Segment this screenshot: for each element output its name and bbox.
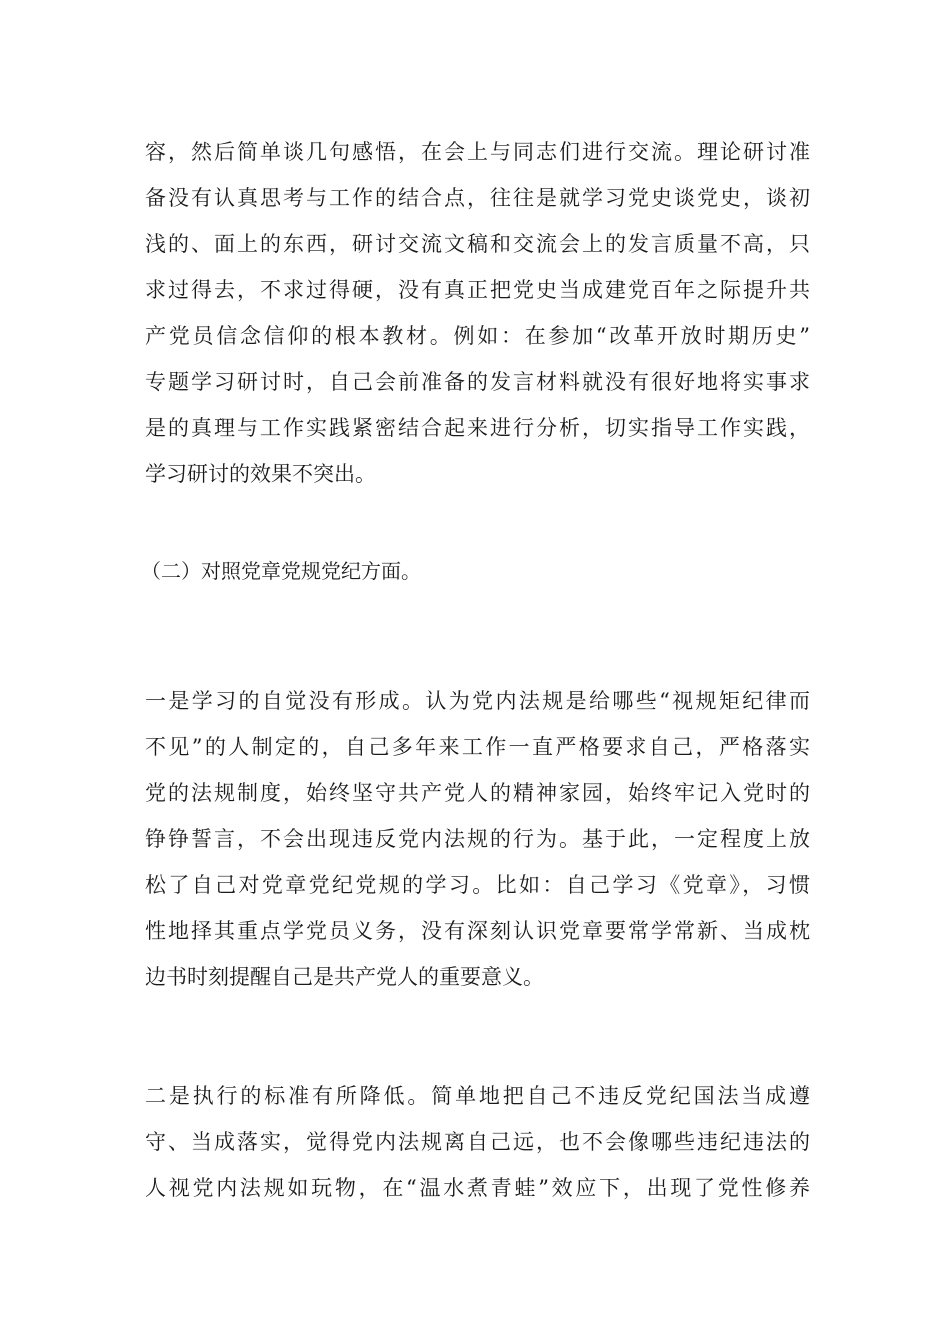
paragraph-line: 容，然后简单谈几句感悟，在会上与同志们进行交流。理论研讨准 (145, 140, 810, 164)
paragraph-party-history-study (145, 129, 810, 497)
paragraph-line: 松了自己对党章党纪党规的学习。比如：自己学习《党章》，习惯 (145, 873, 810, 897)
paragraph-line: 二是执行的标准有所降低。简单地把自己不违反党纪国法当成遵 (145, 1084, 810, 1108)
paragraph-line: 不见”的人制定的，自己多年来工作一直严格要求自己，严格落实 (145, 735, 810, 759)
paragraph-study-awareness (145, 678, 810, 1000)
paragraph-line: 产党员信念信仰的根本教材。例如：在参加“改革开放时期历史” (145, 324, 810, 348)
paragraph-line: 是的真理与工作实践紧密结合起来进行分析，切实指导工作实践， (145, 416, 810, 440)
paragraph-line: 备没有认真思考与工作的结合点，往往是就学习党史谈党史，谈初 (145, 186, 810, 210)
paragraph-execution-standard (145, 1073, 810, 1211)
section-heading: （二）对照党章党规党纪方面。 (141, 559, 421, 583)
paragraph-line: 一是学习的自觉没有形成。认为党内法规是给哪些“视规矩纪律而 (145, 689, 810, 713)
paragraph-line: 守、当成落实，觉得党内法规离自己远，也不会像哪些违纪违法的 (145, 1130, 810, 1154)
paragraph-line: 边书时刻提醒自己是共产党人的重要意义。 (145, 965, 544, 989)
paragraph-line: 浅的、面上的东西，研讨交流文稿和交流会上的发言质量不高，只 (145, 232, 810, 256)
paragraph-line: 人视党内法规如玩物，在“温水煮青蛙”效应下，出现了党性修养 (145, 1176, 810, 1200)
paragraph-line: 学习研讨的效果不突出。 (145, 462, 376, 486)
paragraph-line: 求过得去，不求过得硬，没有真正把党史当成建党百年之际提升共 (145, 278, 810, 302)
paragraph-line: 铮铮誓言，不会出现违反党内法规的行为。基于此，一定程度上放 (145, 827, 810, 851)
paragraph-line: 专题学习研讨时，自己会前准备的发言材料就没有很好地将实事求 (145, 370, 810, 394)
paragraph-line: 性地择其重点学党员义务，没有深刻认识党章要常学常新、当成枕 (145, 919, 810, 943)
paragraph-line: 党的法规制度，始终坚守共产党人的精神家园，始终牢记入党时的 (145, 781, 810, 805)
